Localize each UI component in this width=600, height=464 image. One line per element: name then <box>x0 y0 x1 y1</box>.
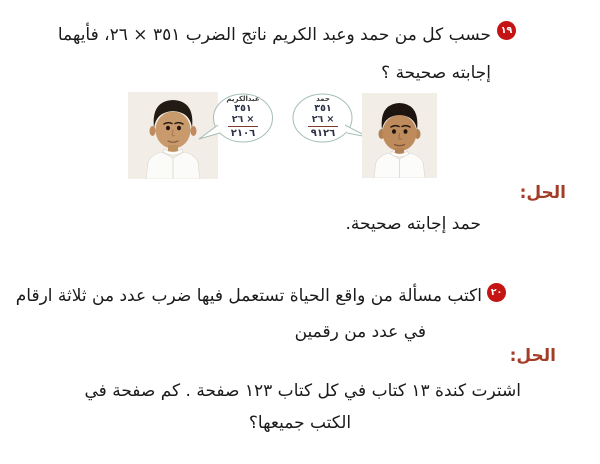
result-value: ٢١٠٦ <box>230 128 256 139</box>
multiplier-value: ٢٦ <box>231 114 244 125</box>
bubble-content-hamad <box>296 95 350 145</box>
solution-1-label: الحل: <box>519 183 566 203</box>
equals-rule <box>228 126 258 127</box>
solution-2-label: الحل: <box>509 346 556 366</box>
student-photo-hamad-image <box>362 93 437 178</box>
question-19-number-badge: ١٩ <box>497 21 516 40</box>
question-text-line: اكتب مسألة من واقع الحياة تستعمل فيها ضرب عدد من ثلاثة ارقام <box>15 286 482 306</box>
question-20-text <box>16 278 482 350</box>
student-name-label: عبدالكريم <box>226 95 260 103</box>
solution-2-text-line: الكتب جميعها؟ <box>248 413 352 433</box>
multiply-icon: × <box>246 114 255 125</box>
multiplicand-value: ٣٥١ <box>234 103 252 114</box>
multiplicand-value: ٣٥١ <box>314 103 332 114</box>
question-19-row <box>0 16 600 92</box>
question-20-number-badge: ٢٠ <box>487 283 506 302</box>
question-19 <box>0 16 600 92</box>
student-photo-hamad <box>362 93 437 178</box>
multiplier-row <box>296 114 350 125</box>
solution-1-text: حمد إجابته صحيحة. <box>345 214 481 234</box>
question-text-line: إجابته صحيحة ؟ <box>381 63 491 83</box>
figure-students-multiplication <box>0 91 600 183</box>
question-text-line: في عدد من رقمين <box>294 322 426 342</box>
equals-rule <box>308 126 338 127</box>
question-20-row <box>0 278 600 350</box>
student-name-label: حمد <box>316 95 330 103</box>
multiplier-row <box>216 114 270 125</box>
question-19-text <box>58 16 491 92</box>
multiply-icon: × <box>326 114 335 125</box>
result-value: ٩١٢٦ <box>310 128 336 139</box>
question-20 <box>0 278 600 350</box>
speech-bubble-hamad <box>292 92 370 148</box>
solution-2-text-line: اشترت كندة ١٣ كتاب في كل كتاب ١٢٣ صفحة . كم صفحة في <box>84 381 521 401</box>
bubble-content-abdulkarim <box>216 95 270 145</box>
question-text-line: حسب كل من حمد وعبد الكريم ناتج الضرب ٣٥١ × ٢٦، فأيهما <box>57 25 491 45</box>
speech-bubble-abdulkarim <box>196 92 274 148</box>
multiplier-value: ٢٦ <box>311 114 324 125</box>
